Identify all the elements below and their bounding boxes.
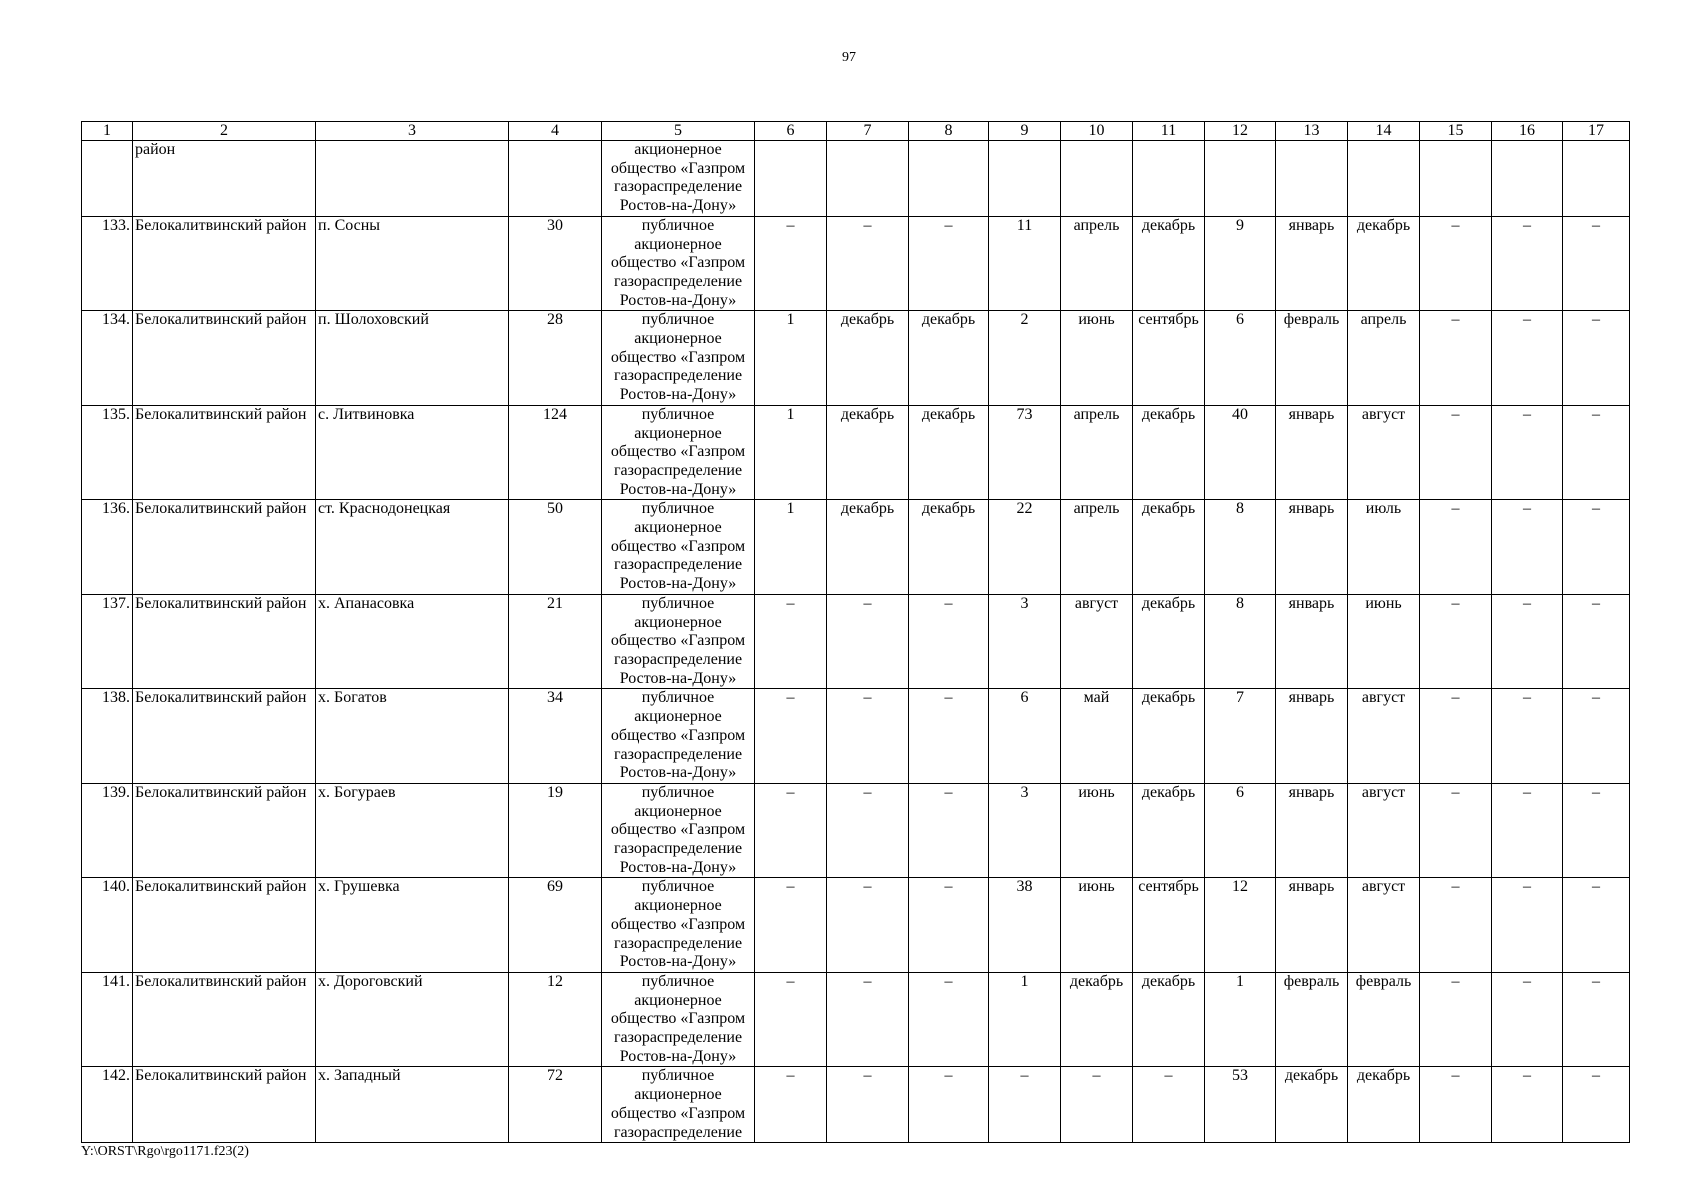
column-header: 12 [1205,122,1276,141]
column-header: 6 [755,122,827,141]
table-cell [989,141,1061,217]
table-cell: – [1563,500,1630,595]
table-cell: – [909,783,989,878]
table-cell: Белокалитвинский район [133,311,316,406]
table-cell: публичное акционерное общество «Газпром газораспределение Ростов-на-Дону» [602,500,755,595]
column-header: 2 [133,122,316,141]
table-cell: публичное акционерное общество «Газпром газораспределение Ростов-на-Дону» [602,216,755,311]
table-cell: х. Грушевка [316,878,509,973]
table-cell: Белокалитвинский район [133,405,316,500]
table-cell: декабрь [1348,1067,1420,1143]
table-cell: декабрь [1133,689,1205,784]
table-cell: – [1420,783,1492,878]
table-cell: декабрь [827,500,909,595]
table-cell: июль [1348,500,1420,595]
table-cell: 135. [82,405,133,500]
table-cell: Белокалитвинский район [133,783,316,878]
table-cell: февраль [1276,311,1348,406]
table-cell: – [1563,972,1630,1067]
table-cell: – [827,972,909,1067]
table-cell: – [909,594,989,689]
table-cell: – [1061,1067,1133,1143]
table-row [82,216,1630,311]
table-cell: февраль [1348,972,1420,1067]
table-row [82,1067,1630,1143]
table-cell: – [755,783,827,878]
table-cell: – [755,972,827,1067]
table-cell: 140. [82,878,133,973]
table-cell: апрель [1061,405,1133,500]
table-cell: декабрь [1348,216,1420,311]
table-cell [909,141,989,217]
table-cell: 8 [1205,500,1276,595]
table-cell: февраль [1276,972,1348,1067]
column-header: 11 [1133,122,1205,141]
table-cell: – [989,1067,1061,1143]
table-cell: х. Дороговский [316,972,509,1067]
table-cell [1348,141,1420,217]
table-cell: 1 [755,500,827,595]
table-cell: ст. Краснодонецкая [316,500,509,595]
table-cell: декабрь [827,405,909,500]
table-cell: – [1133,1067,1205,1143]
table-cell: 137. [82,594,133,689]
table-cell: – [1420,500,1492,595]
table-cell: – [909,689,989,784]
table-cell: – [1492,783,1563,878]
column-header: 7 [827,122,909,141]
table-cell: – [755,594,827,689]
table-cell: – [1420,878,1492,973]
table-cell: 2 [989,311,1061,406]
header-row [82,122,1630,141]
table-cell: с. Литвиновка [316,405,509,500]
table-cell: декабрь [1133,500,1205,595]
table-cell: август [1348,783,1420,878]
table-cell: 34 [509,689,602,784]
table-row [82,500,1630,595]
table-cell: – [909,878,989,973]
table-cell: – [755,689,827,784]
table-cell: Белокалитвинский район [133,1067,316,1143]
table-cell: июнь [1348,594,1420,689]
table-cell: – [1563,689,1630,784]
table-cell: 3 [989,783,1061,878]
table-cell: 38 [989,878,1061,973]
table-cell: 6 [1205,783,1276,878]
table-cell: – [1492,216,1563,311]
table-cell: публичное акционерное общество «Газпром газораспределение Ростов-на-Дону» [602,594,755,689]
table-cell: х. Апанасовка [316,594,509,689]
table-cell: – [1420,1067,1492,1143]
table-cell: 134. [82,311,133,406]
table-cell: публичное акционерное общество «Газпром газораспределение Ростов-на-Дону» [602,783,755,878]
table-cell: 7 [1205,689,1276,784]
table-cell: апрель [1061,500,1133,595]
table-cell: п. Шолоховский [316,311,509,406]
table-cell: – [1492,500,1563,595]
table-cell: январь [1276,405,1348,500]
table-cell: – [1563,878,1630,973]
table-cell: публичное акционерное общество «Газпром газораспределение Ростов-на-Дону» [602,689,755,784]
column-header: 3 [316,122,509,141]
table-cell: – [1420,405,1492,500]
table-cell: – [827,878,909,973]
table-cell: август [1348,689,1420,784]
table-cell: публичное акционерное общество «Газпром газораспределение Ростов-на-Дону» [602,405,755,500]
table-cell [827,141,909,217]
column-header: 13 [1276,122,1348,141]
table-cell: 1 [755,311,827,406]
table-cell [82,141,133,217]
column-header: 8 [909,122,989,141]
column-header: 9 [989,122,1061,141]
table-cell: акционерное общество «Газпром газораспределение Ростов-на-Дону» [602,141,755,217]
table-cell: 6 [1205,311,1276,406]
page-number: 97 [842,50,856,65]
table-cell: – [909,1067,989,1143]
table-cell: – [1563,405,1630,500]
table-cell: апрель [1348,311,1420,406]
table-cell: август [1061,594,1133,689]
table-row [82,783,1630,878]
table-row [82,311,1630,406]
table-cell: публичное акционерное общество «Газпром газораспределение Ростов-на-Дону» [602,972,755,1067]
table-cell: 1 [989,972,1061,1067]
table-cell: – [1492,311,1563,406]
table-cell: 8 [1205,594,1276,689]
table-cell: 9 [1205,216,1276,311]
table-cell: декабрь [909,405,989,500]
table-cell: Белокалитвинский район [133,594,316,689]
table-row [82,405,1630,500]
table-cell: – [1492,405,1563,500]
table-cell: август [1348,405,1420,500]
table-cell: публичное акционерное общество «Газпром газораспределение Ростов-на-Дону» [602,311,755,406]
table-cell: январь [1276,500,1348,595]
table-cell: декабрь [1133,594,1205,689]
table-cell: сентябрь [1133,311,1205,406]
table-cell: декабрь [909,311,989,406]
table-cell: район [133,141,316,217]
table-cell: декабрь [1061,972,1133,1067]
table-cell: декабрь [1133,972,1205,1067]
table-cell [1061,141,1133,217]
table-cell: – [1492,1067,1563,1143]
table-cell: 53 [1205,1067,1276,1143]
table-cell: 11 [989,216,1061,311]
table-cell: х. Богураев [316,783,509,878]
table-cell [1133,141,1205,217]
table-cell: июнь [1061,878,1133,973]
table-cell: май [1061,689,1133,784]
table-cell: – [755,1067,827,1143]
table-cell: 28 [509,311,602,406]
table-cell: 30 [509,216,602,311]
table-row [82,594,1630,689]
column-header: 4 [509,122,602,141]
table-cell [1563,141,1630,217]
schedule-table [81,121,1630,1143]
column-header: 16 [1492,122,1563,141]
table-cell: 133. [82,216,133,311]
table-cell: 1 [755,405,827,500]
table-cell: декабрь [1133,405,1205,500]
table-cell: – [1492,689,1563,784]
table-cell: 73 [989,405,1061,500]
table-cell [1276,141,1348,217]
table-row [82,878,1630,973]
table-row [82,689,1630,784]
table-cell: – [755,216,827,311]
table-cell: 22 [989,500,1061,595]
table-cell: – [1420,972,1492,1067]
table-cell [1205,141,1276,217]
table-cell [509,141,602,217]
table-cell: декабрь [909,500,989,595]
table-cell: х. Западный [316,1067,509,1143]
table-cell: декабрь [1133,783,1205,878]
table-cell: 12 [1205,878,1276,973]
table-cell [1492,141,1563,217]
table-cell: – [1563,216,1630,311]
table-cell: – [1563,1067,1630,1143]
table-cell: 124 [509,405,602,500]
table-cell: – [909,972,989,1067]
table-cell: – [1492,594,1563,689]
footer-path: Y:\ORST\Rgo\rgo1171.f23(2) [81,1144,249,1159]
table-cell: – [909,216,989,311]
table-cell: январь [1276,689,1348,784]
column-header: 17 [1563,122,1630,141]
table-cell: – [1563,594,1630,689]
table-cell: январь [1276,878,1348,973]
table-cell: 12 [509,972,602,1067]
table-cell: 50 [509,500,602,595]
table-cell: – [1420,689,1492,784]
table-cell [755,141,827,217]
table-cell: 138. [82,689,133,784]
table-cell: январь [1276,783,1348,878]
table-cell: сентябрь [1133,878,1205,973]
table-cell: 69 [509,878,602,973]
table-cell: декабрь [1133,216,1205,311]
table-cell: 142. [82,1067,133,1143]
table-cell [1420,141,1492,217]
table-cell: – [827,1067,909,1143]
table-cell: – [827,689,909,784]
table-cell: апрель [1061,216,1133,311]
table-cell: – [1420,594,1492,689]
table-cell: Белокалитвинский район [133,972,316,1067]
table-cell: – [827,216,909,311]
table-cell: июнь [1061,311,1133,406]
table-cell: 1 [1205,972,1276,1067]
table-cell: х. Богатов [316,689,509,784]
column-header: 15 [1420,122,1492,141]
table-cell: декабрь [1276,1067,1348,1143]
table-cell: январь [1276,216,1348,311]
column-header: 5 [602,122,755,141]
table-cell: 40 [1205,405,1276,500]
table-cell [316,141,509,217]
table-cell: 139. [82,783,133,878]
table-cell: Белокалитвинский район [133,500,316,595]
table-cell: июнь [1061,783,1133,878]
column-header: 1 [82,122,133,141]
table-row [82,141,1630,217]
table-cell: – [755,878,827,973]
table-cell: 21 [509,594,602,689]
table-cell: 3 [989,594,1061,689]
table-cell: – [827,594,909,689]
table-cell: Белокалитвинский район [133,216,316,311]
table-cell: 19 [509,783,602,878]
table-cell: – [827,783,909,878]
table-cell: Белокалитвинский район [133,689,316,784]
table-cell: декабрь [827,311,909,406]
table-cell: 72 [509,1067,602,1143]
table-cell: 6 [989,689,1061,784]
table-cell: – [1420,311,1492,406]
column-header: 14 [1348,122,1420,141]
table-cell: – [1563,311,1630,406]
table-cell: – [1492,878,1563,973]
table-row [82,972,1630,1067]
table-cell: – [1563,783,1630,878]
table-cell: п. Сосны [316,216,509,311]
table-cell: 136. [82,500,133,595]
table-cell: 141. [82,972,133,1067]
table-cell: Белокалитвинский район [133,878,316,973]
table-cell: публичное акционерное общество «Газпром газораспределение [602,1067,755,1143]
column-header: 10 [1061,122,1133,141]
table-cell: – [1492,972,1563,1067]
table-cell: август [1348,878,1420,973]
table-cell: публичное акционерное общество «Газпром газораспределение Ростов-на-Дону» [602,878,755,973]
table-cell: январь [1276,594,1348,689]
table-cell: – [1420,216,1492,311]
